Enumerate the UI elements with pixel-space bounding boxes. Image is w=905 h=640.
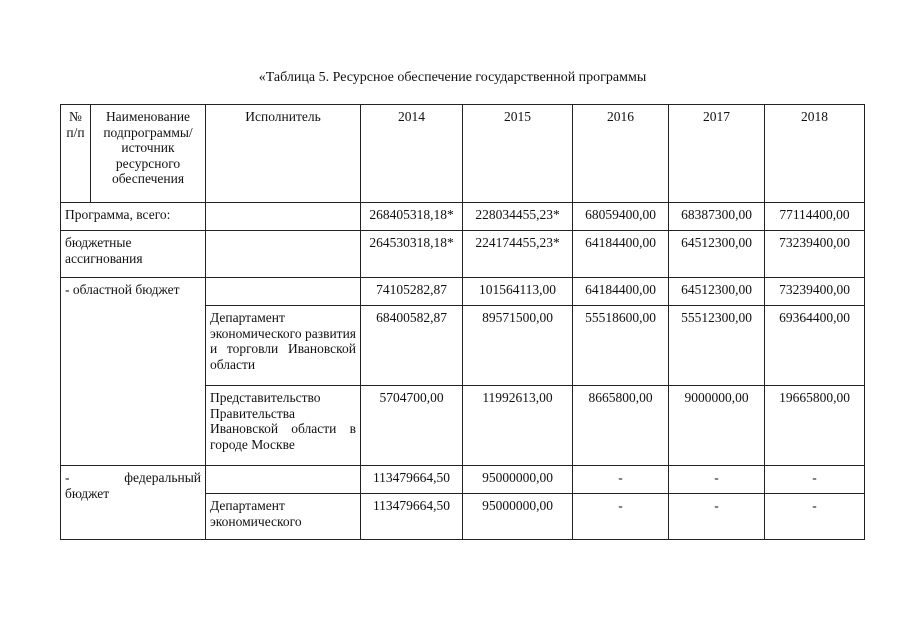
- value-cell: 64512300,00: [669, 231, 765, 278]
- value-cell: 64512300,00: [669, 278, 765, 306]
- value-cell: 89571500,00: [463, 306, 573, 386]
- executor-cell: Представительство Правительства Ивановской области в городе Москве: [206, 386, 361, 466]
- value-cell: 268405318,18*: [361, 203, 463, 231]
- value-cell: 95000000,00: [463, 494, 573, 540]
- value-cell: 224174455,23*: [463, 231, 573, 278]
- value-cell: 8665800,00: [573, 386, 669, 466]
- value-cell: 228034455,23*: [463, 203, 573, 231]
- table-row-program: [61, 203, 865, 231]
- executor-cell: Департамент экономического развития и торговли Ивановской области: [206, 306, 361, 386]
- table-row-budget: [61, 231, 865, 278]
- executor-cell: Департамент экономического: [206, 494, 361, 540]
- value-cell: -: [765, 494, 865, 540]
- value-cell: 264530318,18*: [361, 231, 463, 278]
- value-cell: 64184400,00: [573, 231, 669, 278]
- value-cell: 68059400,00: [573, 203, 669, 231]
- row-label: [61, 466, 206, 540]
- table-row-regional: [61, 278, 865, 306]
- col-header-year: 2017: [669, 105, 765, 203]
- resource-table: [60, 104, 865, 540]
- row-label: - областной бюджет: [61, 278, 206, 466]
- value-cell: 55512300,00: [669, 306, 765, 386]
- value-cell: 69364400,00: [765, 306, 865, 386]
- col-header-executor: Исполнитель: [206, 105, 361, 203]
- table-caption: «Таблица 5. Ресурсное обеспечение государственной программы: [258, 70, 647, 85]
- value-cell: -: [765, 466, 865, 494]
- value-cell: 77114400,00: [765, 203, 865, 231]
- value-cell: 11992613,00: [463, 386, 573, 466]
- executor-cell: [206, 231, 361, 278]
- federal-word2: бюджет: [65, 485, 110, 501]
- value-cell: 95000000,00: [463, 466, 573, 494]
- value-cell: 9000000,00: [669, 386, 765, 466]
- col-header-num: № п/п: [61, 105, 91, 203]
- row-label: Программа, всего:: [61, 203, 206, 231]
- row-label: бюджетные ассигнования: [61, 231, 206, 278]
- value-cell: -: [573, 466, 669, 494]
- value-cell: 101564113,00: [463, 278, 573, 306]
- value-cell: 5704700,00: [361, 386, 463, 466]
- value-cell: 74105282,87: [361, 278, 463, 306]
- value-cell: 55518600,00: [573, 306, 669, 386]
- value-cell: 73239400,00: [765, 278, 865, 306]
- executor-cell: [206, 466, 361, 494]
- col-header-name: Наименование подпрограммы/ источник ресурсного обеспечения: [91, 105, 206, 203]
- executor-cell: [206, 203, 361, 231]
- table-row-federal: [61, 466, 865, 494]
- value-cell: 113479664,50: [361, 466, 463, 494]
- value-cell: 64184400,00: [573, 278, 669, 306]
- col-header-year: 2015: [463, 105, 573, 203]
- col-header-year: 2018: [765, 105, 865, 203]
- federal-word: федеральный: [124, 470, 201, 485]
- value-cell: 113479664,50: [361, 494, 463, 540]
- col-header-year: 2014: [361, 105, 463, 203]
- value-cell: -: [669, 466, 765, 494]
- value-cell: 73239400,00: [765, 231, 865, 278]
- value-cell: 19665800,00: [765, 386, 865, 466]
- federal-dash: -: [65, 470, 70, 485]
- col-header-year: 2016: [573, 105, 669, 203]
- value-cell: 68387300,00: [669, 203, 765, 231]
- executor-cell: [206, 278, 361, 306]
- header-row: [61, 105, 865, 203]
- value-cell: 68400582,87: [361, 306, 463, 386]
- value-cell: -: [573, 494, 669, 540]
- value-cell: -: [669, 494, 765, 540]
